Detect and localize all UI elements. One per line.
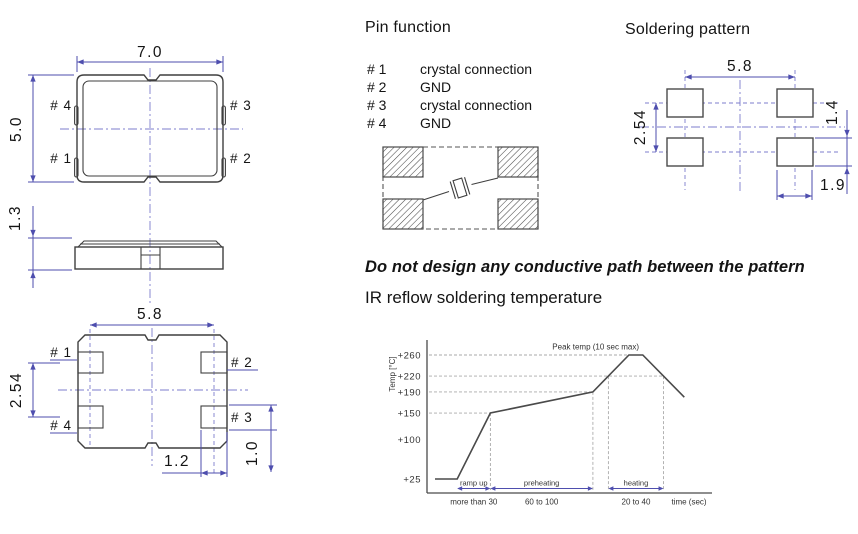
soldering-pattern-drawing: [632, 58, 852, 200]
land-pad: [777, 89, 813, 117]
dim-width-label: 5.8: [136, 306, 164, 323]
stage-label: ramp up: [460, 478, 488, 488]
pin-function-row: [367, 114, 532, 132]
pin-function-text: GND: [420, 115, 452, 131]
reflow-chart-heading: IR reflow soldering temperature: [365, 288, 603, 307]
bottom-view-drawing: [8, 306, 277, 477]
pin-number: # 3: [367, 97, 387, 113]
solder-pad: [201, 352, 227, 373]
soldering-pattern-title: Soldering pattern: [625, 21, 751, 38]
dim-pitch-label: 2.54: [8, 371, 25, 409]
pin-function-row: [367, 78, 532, 96]
pattern-pad: [383, 147, 423, 177]
pin-label: # 2: [230, 151, 252, 166]
pin-label: # 4: [50, 418, 72, 433]
y-axis-label: Temp [°C]: [388, 356, 397, 392]
dim-pitch-label: 2.54: [632, 108, 649, 146]
pin-number: # 2: [367, 79, 387, 95]
pin-function-text: GND: [420, 79, 452, 95]
pin-function-text: crystal connection: [420, 97, 533, 113]
pin-label: # 1: [50, 151, 72, 166]
y-tick-label: +25: [403, 474, 421, 486]
stage-span-arrowhead: [490, 486, 495, 490]
pattern-pad: [498, 199, 538, 229]
stage-label: preheating: [523, 478, 560, 488]
dim-thickness-label: 1.3: [7, 204, 24, 232]
solder-pad: [78, 406, 103, 428]
x-axis-label: time (sec): [671, 497, 707, 507]
y-tick-label: +190: [397, 387, 421, 399]
pin-function-list: [367, 60, 532, 132]
pin-label: # 3: [230, 98, 252, 113]
reflow-temperature-chart: [388, 340, 712, 507]
stage-label: heating: [623, 478, 649, 488]
pin-number: # 4: [367, 115, 387, 131]
pin-function-title: Pin function: [365, 19, 452, 36]
stage-span-arrowhead: [659, 486, 664, 490]
stage-duration-label: 20 to 40: [621, 497, 651, 507]
side-view-drawing: [7, 205, 223, 288]
conductive-trace: [423, 192, 449, 201]
stage-span-arrowhead: [588, 486, 593, 490]
peak-annotation: Peak temp (10 sec max): [552, 342, 640, 352]
land-pad: [667, 89, 703, 117]
pattern-pad: [383, 199, 423, 229]
stage-span-arrowhead: [608, 486, 613, 490]
solder-pad: [78, 352, 103, 373]
dim-width-label: 7.0: [136, 44, 164, 61]
dim-width-label: 5.8: [726, 58, 754, 75]
dim-pad-width-label: 1.9: [820, 177, 847, 194]
pin-label: # 2: [231, 355, 253, 370]
pattern-crystal-diagram: [383, 147, 538, 229]
pin-label: # 3: [231, 410, 253, 425]
y-tick-label: +100: [397, 434, 421, 446]
top-view-drawing: [8, 44, 252, 305]
pin-label: # 1: [50, 345, 72, 360]
pin-label: # 4: [50, 98, 72, 113]
pattern-pad: [498, 147, 538, 177]
dim-pad-width-label: 1.2: [163, 453, 191, 470]
pin-function-row: [367, 60, 532, 78]
pin-function-row: [367, 96, 532, 114]
dim-pad-height-label: 1.0: [244, 439, 261, 467]
y-tick-label: +150: [397, 408, 421, 420]
crystal-symbol: [450, 177, 470, 199]
crystal-body: [453, 178, 467, 198]
conductive-path-warning: Do not design any conductive path between the pattern: [365, 258, 805, 276]
land-pad: [777, 138, 813, 166]
conductive-trace: [472, 178, 499, 185]
y-tick-label: +260: [397, 350, 421, 362]
land-pad: [667, 138, 703, 166]
side-body: [75, 247, 223, 269]
stage-duration-label: more than 30: [450, 497, 498, 507]
dim-height-label: 5.0: [8, 115, 25, 143]
pin-number: # 1: [367, 61, 387, 77]
pin-function-text: crystal connection: [420, 61, 533, 77]
y-tick-label: +220: [397, 371, 421, 383]
temperature-profile-curve: [435, 355, 684, 479]
stage-duration-label: 60 to 100: [524, 497, 559, 507]
dim-pad-height-label: 1.4: [824, 98, 841, 126]
